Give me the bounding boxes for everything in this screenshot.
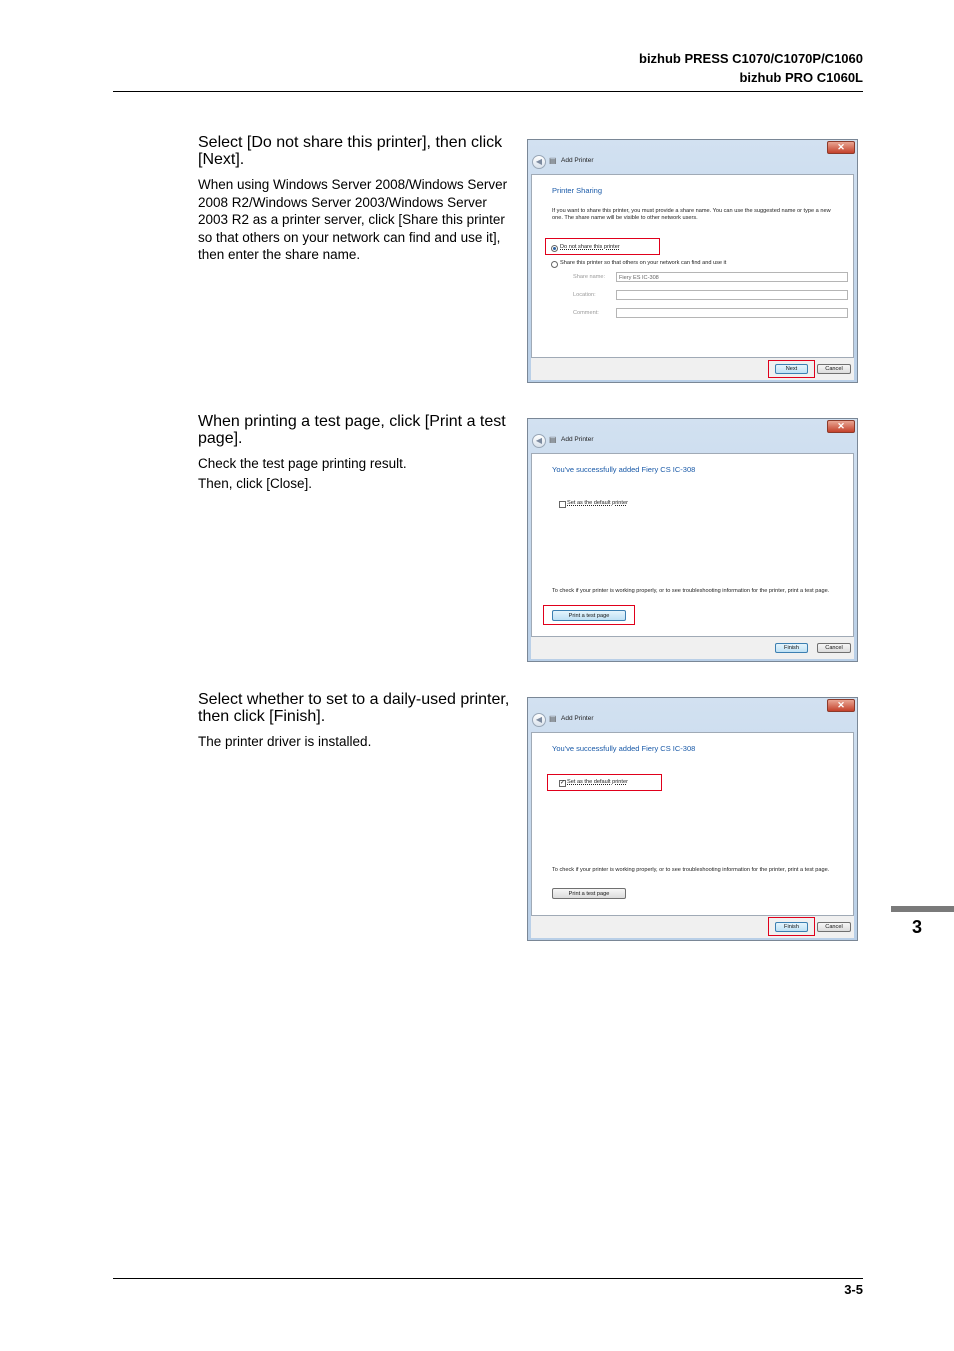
window-title: Add Printer [561, 157, 594, 164]
next-button[interactable]: Next [775, 364, 808, 374]
default-printer-checkbox-checked[interactable]: ✓ [560, 780, 566, 786]
window-title: Add Printer [561, 436, 594, 443]
step-2-title: When printing a test page, click [Print a test page]. [198, 413, 506, 447]
step-2-body-line-1: Check the test page printing result. [198, 456, 407, 471]
no-share-label[interactable]: Do not share this printer [560, 244, 620, 250]
highlight-print-test [543, 605, 635, 625]
location-input[interactable] [616, 290, 848, 300]
default-printer-checkbox[interactable] [559, 501, 566, 508]
share-name-input[interactable]: Fiery ES IC-308 [616, 272, 848, 282]
step-1-title: Select [Do not share this printer], then click [Next]. [198, 134, 503, 168]
dialog-footer [531, 637, 854, 659]
finish-button[interactable]: Finish [775, 922, 808, 932]
dialog-content [531, 174, 854, 358]
close-icon[interactable]: ✕ [827, 699, 855, 712]
print-test-page-button[interactable]: Print a test page [552, 610, 626, 621]
share-radio[interactable] [551, 261, 558, 268]
print-test-dialog [527, 418, 858, 662]
success-heading: You've successfully added Fiery CS IC-308 [552, 465, 696, 474]
step-3-title: Select whether to set to a daily-used printer, then click [Finish]. [198, 691, 510, 725]
share-label[interactable]: Share this printer so that others on your network can find and use it [560, 260, 727, 266]
printer-icon: ▤ [549, 156, 557, 165]
step-1 [198, 134, 518, 266]
highlight-next [768, 360, 815, 378]
back-arrow-icon[interactable]: ◀ [532, 713, 546, 727]
test-page-hint: To check if your printer is working properly, or to see troubleshooting information for the printer, print a test page. [552, 867, 830, 873]
back-arrow-icon[interactable]: ◀ [532, 155, 546, 169]
footer-rule [113, 1278, 863, 1279]
step-2-body-line-2: Then, click [Close]. [198, 475, 313, 491]
print-test-page-button[interactable]: Print a test page [552, 888, 626, 899]
printer-sharing-dialog [527, 139, 858, 383]
step-1-body: When using Windows Server 2008/Windows Server 2008 R2/Windows Server 2003/Windows Server 2003 R2 as a printer server, click [Share this printer so that others on your network can find and use it], then enter the share name. [198, 177, 508, 263]
cancel-button[interactable]: Cancel [817, 643, 851, 653]
header-rule [113, 91, 863, 92]
page-number: 3-5 [844, 1282, 863, 1297]
location-label: Location: [573, 292, 596, 298]
sharing-heading: Printer Sharing [552, 186, 603, 195]
test-page-hint: To check if your printer is working properly, or to see troubleshooting information for the printer, print a test page. [552, 588, 830, 594]
highlight-no-share [545, 238, 660, 255]
step-3 [198, 691, 518, 753]
finish-button[interactable]: Finish [775, 643, 808, 653]
highlight-default-printer [547, 774, 662, 791]
comment-input[interactable] [616, 308, 848, 318]
finish-dialog [527, 697, 858, 941]
share-name-label: Share name: [573, 274, 606, 280]
default-printer-label[interactable]: Set as the default printer [567, 779, 628, 785]
document-header [639, 49, 863, 87]
comment-label: Comment: [573, 310, 599, 316]
back-arrow-icon[interactable]: ◀ [532, 434, 546, 448]
printer-icon: ▤ [549, 435, 557, 444]
highlight-finish [768, 917, 815, 936]
close-icon[interactable]: ✕ [827, 420, 855, 433]
chapter-number: 3 [912, 917, 923, 937]
success-heading: You've successfully added Fiery CS IC-308 [552, 744, 696, 753]
step-2 [198, 413, 518, 494]
default-printer-label[interactable]: Set as the default printer [567, 500, 628, 506]
product-line-1: bizhub PRESS C1070/C1070P/C1060 [639, 51, 863, 66]
cancel-button[interactable]: Cancel [817, 922, 851, 932]
close-icon[interactable]: ✕ [827, 141, 855, 154]
step-3-body: The printer driver is installed. [198, 734, 372, 749]
sharing-description: If you want to share this printer, you must provide a share name. You can use the suggested name or type a new one. The share name will be visible to other network users. [552, 208, 831, 221]
printer-icon: ▤ [549, 714, 557, 723]
product-line-2: bizhub PRO C1060L [739, 70, 863, 85]
window-title: Add Printer [561, 715, 594, 722]
cancel-button[interactable]: Cancel [817, 364, 851, 374]
dialog-content [531, 732, 854, 916]
chapter-tab-bar [891, 906, 954, 912]
